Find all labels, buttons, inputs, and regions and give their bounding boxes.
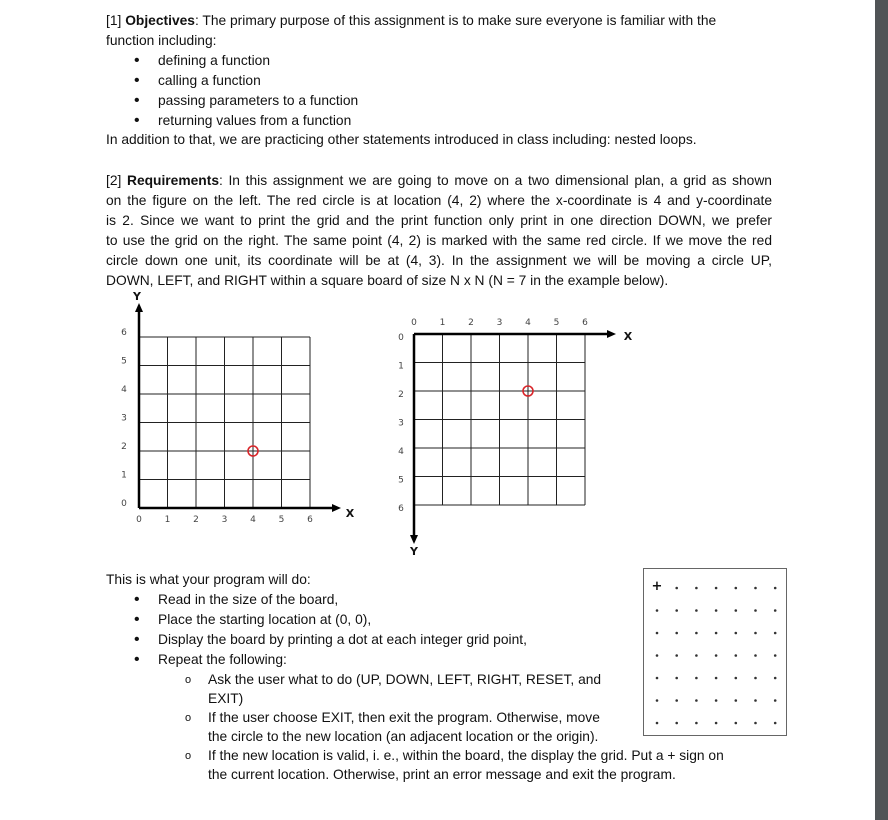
y-tick-label: 6 <box>398 504 404 514</box>
program-intro: This is what your program will do: <box>106 572 311 587</box>
program-step: Repeat the following: <box>158 652 287 667</box>
y-axis-arrow-icon <box>410 535 418 544</box>
objectives-line-1: [1] Objectives: The primary purpose of this assignment is to make sure everyone is familiar with the <box>106 13 717 28</box>
y-axis-label: Y <box>133 290 141 303</box>
program-substep: the circle to the new location (an adjacent location or the origin). <box>208 729 599 744</box>
x-tick-label: 5 <box>278 515 285 525</box>
requirements-line: on the figure on the left. The red circle is at location (4, 2) where the x-coordinate is 4 and y-coordinate <box>106 193 772 208</box>
x-axis-label: X <box>623 330 633 343</box>
y-tick-label: 1 <box>121 470 127 481</box>
objective-item: defining a function <box>158 53 270 68</box>
sub-bullet-icon: o <box>185 674 192 686</box>
x-tick-label: 3 <box>496 318 503 328</box>
bullet-icon: • <box>134 591 140 608</box>
x-tick-label: 4 <box>250 515 256 525</box>
x-tick-label: 6 <box>582 318 588 328</box>
x-tick-label: 6 <box>307 515 313 525</box>
x-tick-label: 4 <box>525 318 531 328</box>
y-tick-label: 4 <box>398 447 404 457</box>
program-substep: the current location. Otherwise, print an error message and exit the program. <box>208 767 676 782</box>
x-tick-label: 2 <box>468 318 474 328</box>
y-tick-label: 4 <box>121 385 127 395</box>
y-tick-label: 5 <box>121 356 127 367</box>
y-tick-label: 3 <box>398 418 404 429</box>
x-tick-label: 3 <box>221 515 228 525</box>
bullet-icon: • <box>134 92 140 109</box>
requirements-line: DOWN, LEFT, and RIGHT within a square board of size N x N (N = 7 in the example below). <box>106 273 669 288</box>
x-tick-label: 1 <box>439 318 446 328</box>
sub-bullet-icon: o <box>185 750 192 762</box>
bullet-icon: • <box>134 651 140 668</box>
objective-item: calling a function <box>158 73 261 88</box>
objectives-line-2: function including: <box>106 33 217 48</box>
cursor-plus-marker: + <box>651 579 663 594</box>
requirements-line: is 2. Since we want to print the grid and the print function only print in one direction DOWN, we prefer <box>106 213 772 228</box>
x-tick-label: 5 <box>553 318 560 328</box>
requirements-line: to use the grid on the right. The same point (4, 2) is marked with the same red circle. If we move the red <box>106 233 772 248</box>
x-tick-label: 0 <box>411 318 417 328</box>
x-axis-arrow-icon <box>607 330 616 338</box>
board-example-box <box>643 568 787 736</box>
requirements-heading: Requirements <box>126 173 219 188</box>
y-tick-label: 2 <box>398 390 404 400</box>
y-tick-label: 5 <box>398 475 404 486</box>
bullet-icon: • <box>134 112 140 129</box>
x-tick-label: 0 <box>136 515 142 525</box>
program-substep: If the user choose EXIT, then exit the program. Otherwise, move <box>208 710 600 725</box>
y-axis-arrow-icon <box>135 303 143 312</box>
y-tick-label: 1 <box>398 361 404 372</box>
objective-item: returning values from a function <box>158 113 352 128</box>
bullet-icon: • <box>134 72 140 89</box>
program-step: Display the board by printing a dot at each integer grid point, <box>158 632 527 647</box>
program-substep: EXIT) <box>208 691 244 706</box>
requirements-line-1: [2] Requirements: In this assignment we are going to move on a two dimensional plan, a grid as shown <box>106 173 772 188</box>
y-tick-label: 6 <box>121 328 127 338</box>
objectives-heading: Objectives <box>125 13 195 28</box>
x-tick-label: 2 <box>193 515 199 525</box>
requirements-line: circle down one unit, its coordinate will be at (4, 3). In the assignment we will be moving a circle UP, <box>106 253 772 268</box>
bullet-icon: • <box>134 611 140 628</box>
x-axis-label: X <box>345 507 355 520</box>
bullet-icon: • <box>134 631 140 648</box>
y-tick-label: 0 <box>398 333 404 343</box>
x-tick-label: 1 <box>164 515 171 525</box>
y-tick-label: 0 <box>121 499 127 509</box>
program-step: Read in the size of the board, <box>158 592 339 607</box>
program-substep: If the new location is valid, i. e., within the board, the display the grid. Put a + sign on <box>208 748 724 763</box>
x-axis-arrow-icon <box>332 504 341 512</box>
y-axis-label: Y <box>410 545 418 558</box>
sub-bullet-icon: o <box>185 712 192 724</box>
y-tick-label: 3 <box>121 413 127 424</box>
program-substep: Ask the user what to do (UP, DOWN, LEFT, RIGHT, RESET, and <box>208 672 602 687</box>
program-step: Place the starting location at (0, 0), <box>158 612 372 627</box>
y-tick-label: 2 <box>121 442 127 452</box>
bullet-icon: • <box>134 52 140 69</box>
objective-item: passing parameters to a function <box>158 93 359 108</box>
objectives-closing: In addition to that, we are practicing other statements introduced in class including: nested loops. <box>106 132 697 147</box>
